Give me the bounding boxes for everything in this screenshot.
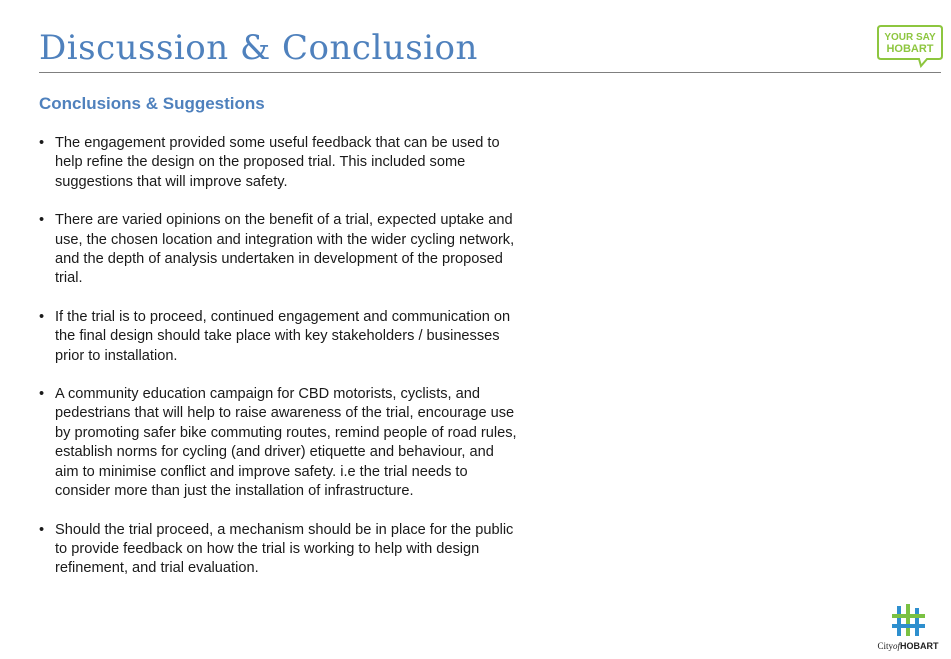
city-grid-icon bbox=[870, 602, 946, 640]
your-say-hobart-logo bbox=[877, 24, 943, 68]
city-of-hobart-wordmark: CityofHOBART bbox=[877, 641, 939, 651]
title-divider bbox=[39, 72, 941, 73]
city-of-hobart-logo bbox=[870, 602, 946, 654]
bullet-item bbox=[39, 211, 519, 289]
bullet-marker: • bbox=[39, 308, 45, 325]
bullet-item bbox=[39, 134, 519, 192]
your-say-line1: YOUR SAY bbox=[884, 32, 936, 43]
your-say-line2: HOBART bbox=[886, 43, 934, 55]
bullet-marker: • bbox=[39, 386, 45, 403]
bullet-text: The engagement provided some useful feedback that can be used to help refine the design on the proposed trial. This included some suggestions that will improve safety. bbox=[55, 135, 500, 190]
bullet-marker: • bbox=[39, 212, 45, 229]
slide-title: Discussion & Conclusion bbox=[39, 28, 478, 68]
bullet-marker: • bbox=[39, 135, 45, 151]
section-subtitle: Conclusions & Suggestions bbox=[39, 94, 265, 113]
bullet-text: Should the trial proceed, a mechanism should be in place for the public to provide feedback on how the trial is working to help with design refinement, and trial evaluation. bbox=[55, 521, 514, 577]
bullet-text: If the trial is to proceed, continued engagement and communication on the final design should take place with key stakeholders / businesses prior to installation. bbox=[55, 308, 511, 364]
conclusion-bullet-list bbox=[39, 134, 519, 598]
bullet-item bbox=[39, 308, 519, 366]
bullet-item bbox=[39, 385, 519, 501]
bullet-text: There are varied opinions on the benefit of a trial, expected uptake and use, the chosen location and integration with the wider cycling network, and the depth of analysis undertaken in development of the proposed trial. bbox=[55, 212, 515, 287]
bullet-item bbox=[39, 521, 519, 579]
bullet-marker: • bbox=[39, 521, 45, 538]
bullet-text: A community education campaign for CBD motorists, cyclists, and pedestrians that will help to raise awareness of the trial, encourage use by promoting safer bike commuting routes, remind people of road rules, establish norms for cycling (and driver) etiquette and behaviour, and aim to minimise conflict and improve safety. i.e the trial needs to consider more than just the installation of infrastructure. bbox=[55, 386, 517, 500]
